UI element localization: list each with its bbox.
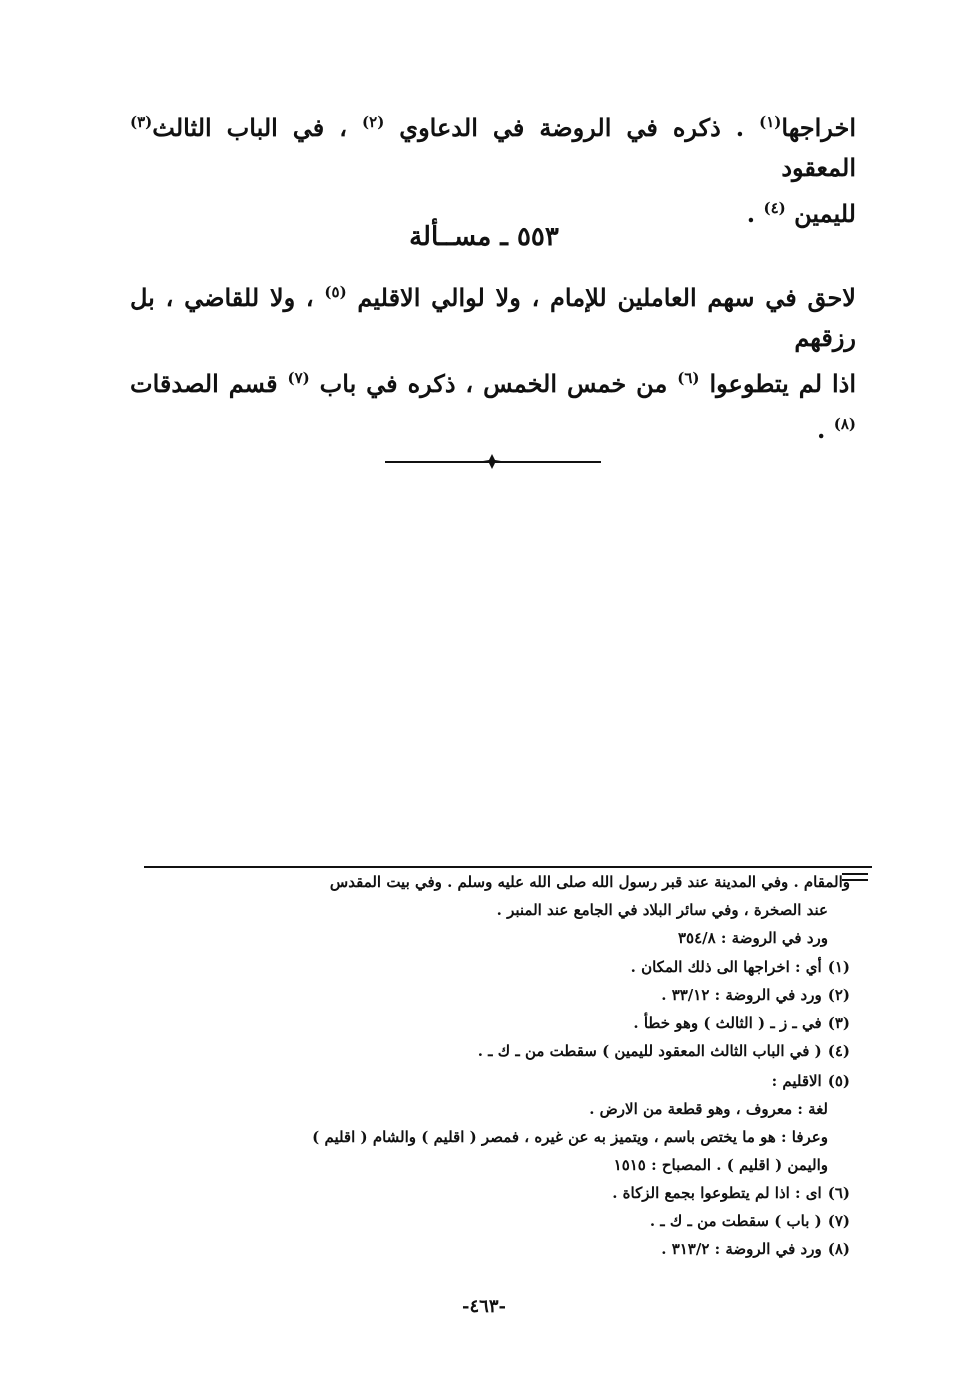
footnote-5-line: وعرفا : هو ما يختص باسم ، ويتميز به عن غيره ، فمصر ( اقليم ) والشام ( اقليم ) — [312, 1128, 828, 1146]
footnote-number: (٦) — [827, 1184, 850, 1202]
footnote-number: (٨) — [827, 1240, 850, 1258]
text-segment: اخراجها — [781, 113, 857, 142]
footnote-4 — [478, 1041, 850, 1061]
text-segment: . ذكره في الروضة في الدعاوي — [399, 113, 745, 142]
footnote-continued-line: والمقام . وفي المدينة عند قبر رسول الله صلى الله عليه وسلم . وفي بيت المقدس — [329, 873, 850, 891]
footnote-ref: (٥) — [324, 283, 347, 301]
text-segment: ، ولا للقاضي ، بل رزقهم — [130, 283, 856, 352]
footnote-1 — [631, 957, 850, 977]
footnote-ref: (٨) — [833, 415, 856, 433]
footnote-8 — [661, 1239, 850, 1259]
footnote-number: (٧) — [827, 1212, 850, 1230]
text-segment: قسم الصدقات — [130, 369, 278, 398]
footnote-text: أي : اخراجها الى ذلك المكان . — [630, 958, 822, 976]
footnote-continued-line: ورد في الروضة : ٣٥٤/٨ — [677, 929, 828, 947]
opening-paragraph — [130, 102, 856, 234]
footnote-text: في ـ ز ـ ( الثالث ) وهو خطأ . — [633, 1014, 822, 1032]
footnote-5-line: واليمن ( اقليم ) . المصباح : ١٥١٥ — [613, 1156, 828, 1174]
text-segment: لليمين — [794, 199, 856, 228]
footnote-2 — [661, 985, 850, 1005]
footnote-separator — [144, 866, 872, 868]
issue-paragraph — [130, 272, 856, 450]
footnote-5-line: لغة : معروف ، وهو قطعة من الارض . — [589, 1100, 828, 1118]
footnote-text: ( باب ) سقطت من ـ ك ـ . — [649, 1212, 822, 1230]
footnote-text: ( في الباب الثالث المعقود لليمين ) سقطت من ـ ك ـ . — [477, 1042, 822, 1060]
footnote-number: (٣) — [827, 1014, 850, 1032]
text-segment: لاحق في سهم العاملين للإمام ، ولا لوالي الاقليم — [357, 283, 856, 312]
text-segment: اذا لم يتطوعوا — [709, 369, 856, 398]
footnote-3 — [633, 1013, 850, 1033]
footnote-ref: (٣) — [130, 113, 153, 131]
footnote-text: ورد في الروضة : ٣٣/١٢ . — [661, 986, 822, 1004]
text-segment: ، في الباب الثالث — [152, 113, 348, 142]
text-segment: . — [817, 415, 826, 444]
footnote-7 — [650, 1211, 850, 1231]
footnote-number: (١) — [827, 958, 850, 976]
footnote-text: اى : اذا لم يتطوعوا بجمع الزكاة . — [612, 1184, 822, 1202]
page-number: -٤٦٣- — [462, 1296, 506, 1317]
footnote-6 — [612, 1183, 850, 1203]
footnote-ref: (٧) — [287, 369, 310, 387]
footnote-ref: (١) — [759, 113, 782, 131]
footnote-number: (٤) — [827, 1042, 850, 1060]
issue-heading: ٥٥٣ ـ مســألة — [409, 222, 559, 252]
text-segment: المعقود — [781, 153, 856, 182]
section-divider-ornament — [385, 452, 601, 470]
footnote-ref: (٤) — [763, 199, 786, 217]
footnote-text: ورد في الروضة : ٣١٣/٢ . — [661, 1240, 822, 1258]
text-segment: . — [746, 199, 756, 228]
footnote-number: (٢) — [827, 986, 850, 1004]
footnote-ref: (٦) — [677, 369, 700, 387]
footnote-continued-line: عند الصخرة ، وفي سائر البلاد في الجامع عند المنبر . — [496, 901, 828, 919]
footnote-5 — [772, 1071, 850, 1091]
footnote-text: الاقليم : — [771, 1072, 822, 1090]
footnote-number: (٥) — [827, 1072, 850, 1090]
footnote-ref: (٢) — [362, 113, 385, 131]
text-segment: من خمس الخمس ، ذكره في باب — [319, 369, 668, 398]
